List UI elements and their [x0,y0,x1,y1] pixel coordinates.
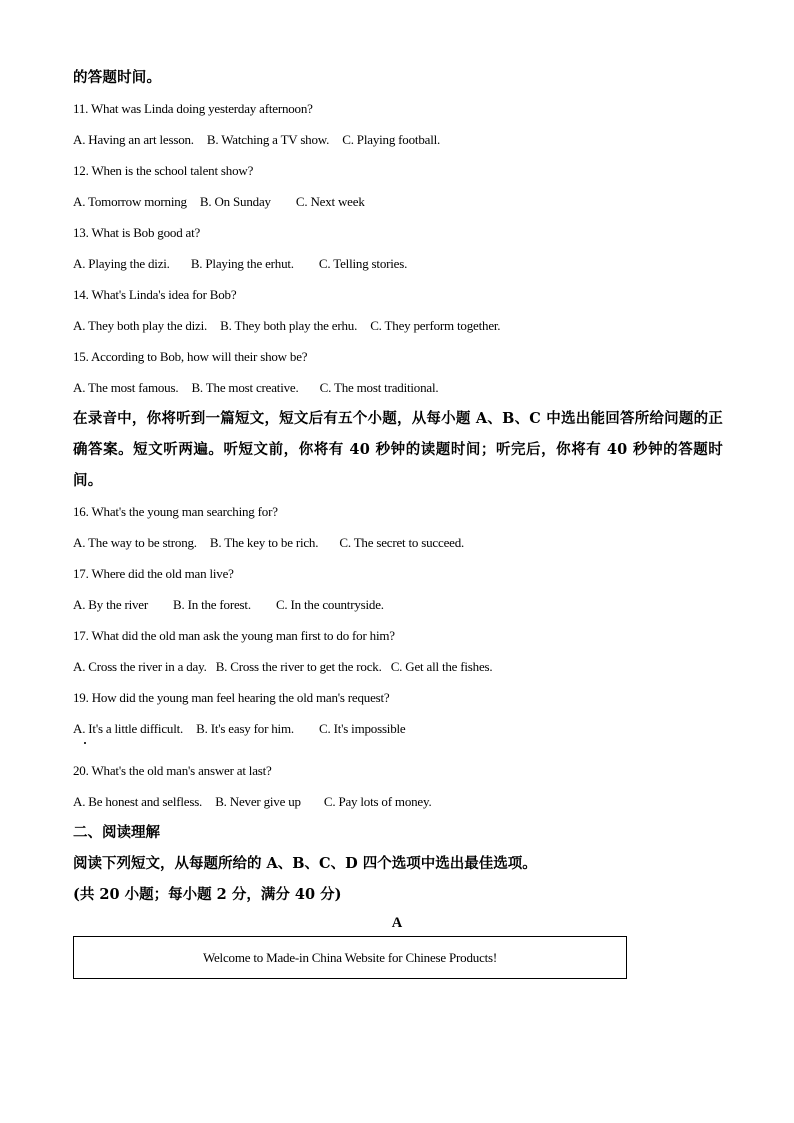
option-c[interactable]: C. In the countryside. [275,597,384,612]
section-instruction: 阅读下列短文，从每题所给的 A、B、C、D 四个选项中选出最佳选项。 [73,855,537,872]
option-c[interactable]: C. Pay lots of money. [323,794,432,809]
listening-instruction: 在录音中，你将听到一篇短文，短文后有五个小题，从每小题 A、B、C 中选出能回答所给问题的正确答案。短文听两遍。听短文前，你将有 40 秒钟的读题时间；听完后，你将有 40 秒钟的答题时间。 [73,410,723,489]
intro-tail: 的答题时间。 [73,69,162,86]
stray-dot-mark [84,742,86,744]
option-c[interactable]: C. The secret to succeed. [339,535,465,550]
website-banner-box [73,936,627,979]
spacer [73,744,723,755]
option-a[interactable]: A. They both play the dizi. [73,318,208,333]
question-options [73,124,723,155]
question-text: 12. When is the school talent show? [73,163,254,178]
option-b[interactable]: B. They both play the erhu. [220,318,358,333]
option-c[interactable]: C. It's impossible [319,721,406,736]
question-text: 15. According to Bob, how will their show be? [73,349,308,364]
option-b[interactable]: B. Playing the erhut. [190,256,294,271]
question-options [73,527,723,558]
option-c[interactable]: C. Next week [295,194,365,209]
question-text: 19. How did the young man feel hearing the old man's request? [73,690,390,705]
question-options [73,248,723,279]
option-c[interactable]: C. Playing football. [342,132,441,147]
option-a[interactable]: A. The way to be strong. [73,535,197,550]
exam-page [73,62,723,979]
option-b[interactable]: B. On Sunday [199,194,271,209]
option-a[interactable]: A. Be honest and selfless. [73,794,203,809]
question-text: 17. Where did the old man live? [73,566,234,581]
option-b[interactable]: B. In the forest. [173,597,251,612]
question-group-a [73,93,723,403]
option-c[interactable]: C. Get all the fishes. [390,659,493,674]
question-group-b [73,496,723,817]
question-options [73,713,723,744]
question-options [73,651,723,682]
option-b[interactable]: B. Watching a TV show. [206,132,330,147]
question-options [73,186,723,217]
option-b[interactable]: B. The key to be rich. [209,535,319,550]
question-text: 16. What's the young man searching for? [73,504,278,519]
option-a[interactable]: A. Cross the river in a day. [73,659,207,674]
website-banner-text: Welcome to Made-in China Website for Chinese Products! [202,949,498,965]
question-options [73,372,723,403]
question-text: 17. What did the old man ask the young man first to do for him? [73,628,395,643]
question-text: 20. What's the old man's answer at last? [73,763,272,778]
section-title: 二、阅读理解 [73,824,160,841]
passage-label: A [391,915,403,931]
option-c[interactable]: C. They perform together. [370,318,501,333]
question-text: 13. What is Bob good at? [73,225,201,240]
option-a[interactable]: A. Tomorrow morning [73,194,187,209]
option-a[interactable]: A. Playing the dizi. [73,256,170,271]
option-a[interactable]: A. Having an art lesson. [73,132,194,147]
option-b[interactable]: B. Cross the river to get the rock. [215,659,382,674]
option-b[interactable]: B. It's easy for him. [196,721,294,736]
section-points: (共 20 小题；每小题 2 分，满分 40 分) [73,886,342,903]
option-b[interactable]: B. The most creative. [191,380,299,395]
question-options [73,786,723,817]
question-options [73,310,723,341]
option-b[interactable]: B. Never give up [215,794,301,809]
option-a[interactable]: A. The most famous. [73,380,179,395]
question-text: 11. What was Linda doing yesterday afternoon? [73,101,313,116]
option-c[interactable]: C. Telling stories. [318,256,408,271]
option-a[interactable]: A. By the river [73,597,148,612]
option-a[interactable]: A. It's a little difficult. [73,721,184,736]
question-text: 14. What's Linda's idea for Bob? [73,287,237,302]
option-c[interactable]: C. The most traditional. [319,380,439,395]
question-options [73,589,723,620]
